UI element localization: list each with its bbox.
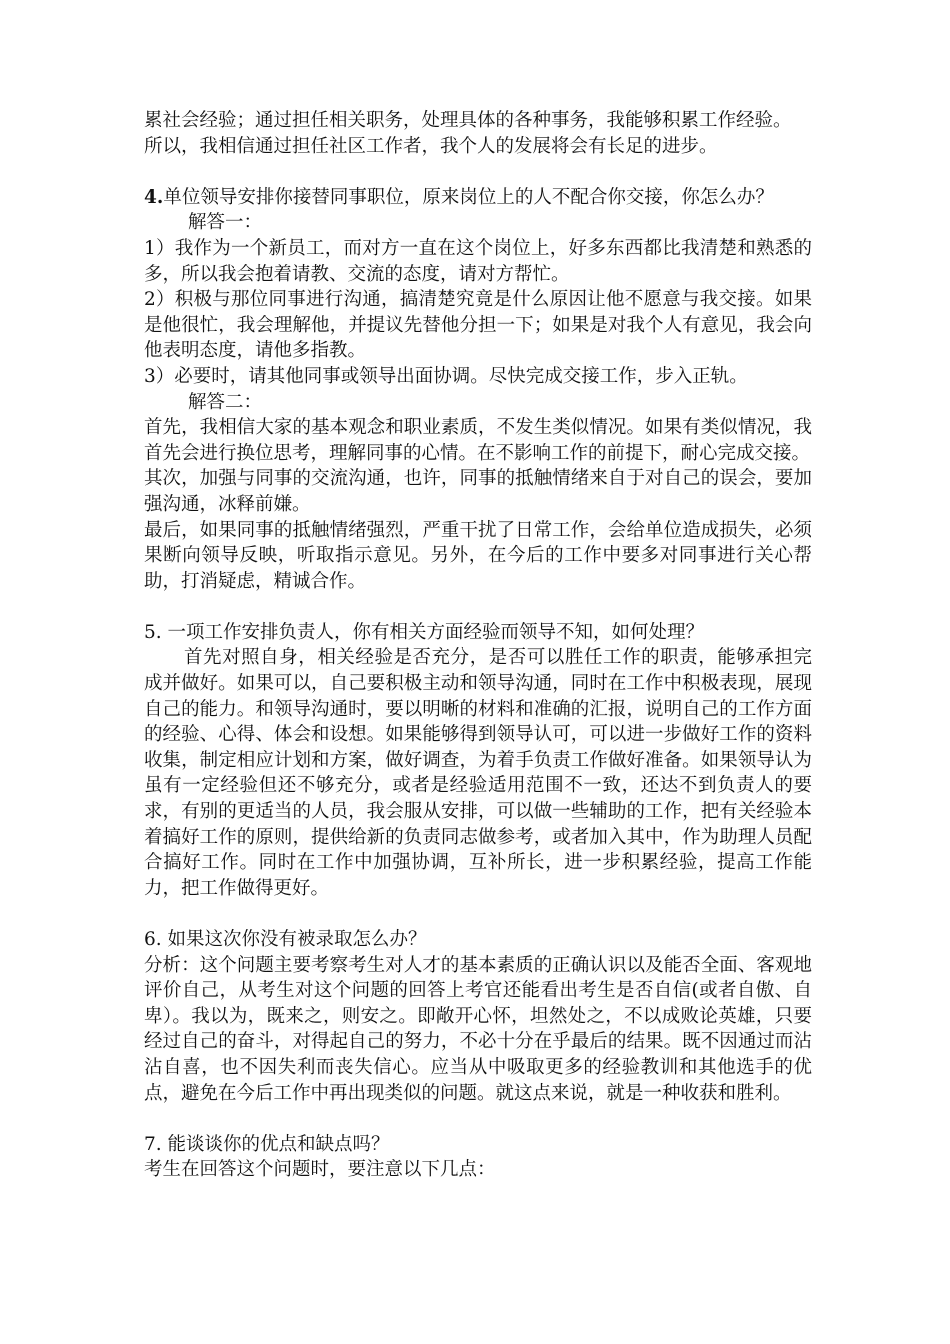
- answer-paragraph: 分析：这个问题主要考察考生对人才的基本素质的正确认识以及能否全面、客观地评价自己，从考生对这个问题的回答上考官还能看出考生是否自信(或者自傲、自卑）。我以为，既来之，则安之。即敞开心怀，坦然处之，不以成败论英雄，只要经过自己的奋斗，对得起自己的努力，不必十分在乎最后的结果。既不因通过而沾沾自喜，也不因失利而丧失信心。应当从中吸取更多的经验教训和其他选手的优点，避免在今后工作中再出现类似的问题。就这点来说，就是一种收获和胜利。: [144, 954, 812, 1104]
- question-7: 7. 能谈谈你的优点和缺点吗？: [144, 1133, 390, 1155]
- answer-paragraph: 考生在回答这个问题时，要注意以下几点：: [144, 1159, 496, 1181]
- answer-item: 其次，加强与同事的交流沟通，也许，同事的抵触情绪来自于对自己的误会，要加强沟通，冰释前嫌。: [144, 468, 812, 515]
- question-4: [144, 185, 812, 211]
- question-number: 4.: [144, 186, 164, 208]
- answer-item: 最后，如果同事的抵触情绪强烈，严重干扰了日常工作，会给单位造成损失，必须果断向领导反映，听取指示意见。另外，在今后的工作中要多对同事进行关心帮助，打消疑虑，精诚合作。: [144, 519, 812, 592]
- intro-line: 所以，我相信通过担任社区工作者，我个人的发展将会有长足的进步。: [144, 135, 718, 157]
- question-5: 5. 一项工作安排负责人，你有相关方面经验而领导不知，如何处理？: [144, 621, 705, 643]
- question-text: 单位领导安排你接替同事职位，原来岗位上的人不配合你交接，你怎么办？: [163, 186, 774, 208]
- answer-item: 首先，我相信大家的基本观念和职业素质，不发生类似情况。如果有类似情况，我首先会进行换位思考，理解同事的心情。在不影响工作的前提下，耐心完成交接。: [144, 417, 812, 464]
- answer-heading: 解答一：: [188, 212, 263, 234]
- document-page: [144, 108, 812, 1183]
- answer-item: 3）必要时，请其他同事或领导出面协调。尽快完成交接工作，步入正轨。: [144, 365, 748, 387]
- intro-line: 累社会经验；通过担任相关职务，处理具体的各种事务，我能够积累工作经验。: [144, 110, 792, 131]
- answer-item: 2）积极与那位同事进行沟通，搞清楚究竟是什么原因让他不愿意与我交接。如果是他很忙，我会理解他，并提议先替他分担一下；如果是对我个人有意见，我会向他表明态度，请他多指教。: [144, 289, 812, 362]
- answer-heading: 解答二：: [188, 391, 263, 413]
- answer-item: 1）我作为一个新员工，而对方一直在这个岗位上，好多东西都比我清楚和熟悉的多，所以我会抱着请教、交流的态度，请对方帮忙。: [144, 237, 812, 285]
- answer-paragraph: 首先对照自身，相关经验是否充分，是否可以胜任工作的职责，能够承担完成并做好。如果可以，自己要积极主动和领导沟通，同时在工作中积极表现，展现自己的能力。和领导沟通时，要以明晰的材料和准确的汇报，说明自己的工作方面的经验、心得、体会和设想。如果能够得到领导认可，可以进一步做好工作的资料收集，制定相应计划和方案，做好调查，为着手负责工作做好准备。如果领导认为虽有一定经验但还不够充分，或者是经验适用范围不一致，还达不到负责人的要求，有别的更适当的人员，我会服从安排，可以做一些辅助的工作，把有关经验本着搞好工作的原则，提供给新的负责同志做参考，或者加入其中，作为助理人员配合搞好工作。同时在工作中加强协调，互补所长，进一步积累经验，提高工作能力，把工作做得更好。: [144, 647, 812, 899]
- question-6: 6. 如果这次你没有被录取怎么办？: [144, 929, 427, 950]
